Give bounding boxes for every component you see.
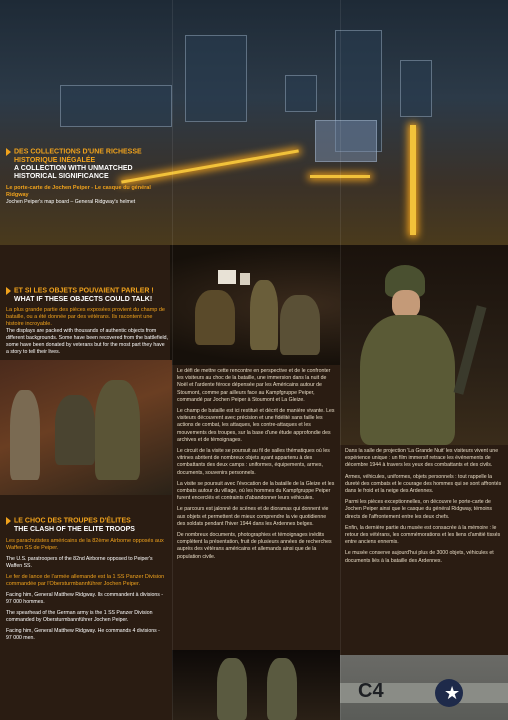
display-case [315,120,377,162]
aircraft-photo [340,655,508,720]
bullet-icon [6,287,11,295]
fold-line [340,0,341,720]
paragraph: Dans la salle de projection 'La Grande Nuit' les visiteurs vivent une expérience unique : un film immersif retrace les événements de décembre 1944 à travers les yeux des combattants et des civils. [345,448,499,469]
soldier-figure [217,658,247,720]
bullet-icon [6,148,11,156]
paragraph: De nombreux documents, photographies et témoignages inédits complètent la présentation, fruit de plusieurs années de recherches auprès des vétérans américains et allemands ainsi que de la population civile. [177,532,332,560]
heading-en: HISTORICAL SIGNIFICANCE [14,172,109,180]
section-elite-troops [6,517,166,646]
paragraph: Parmi les pièces exceptionnelles, on découvre le porte-carte de Jochen Peiper ainsi que le casque du général Ridgway, témoins directs de l'affrontement entre les deux chefs. [345,499,492,520]
right-column-text [345,448,503,569]
heading-en: WHAT IF THESE OBJECTS COULD TALK! [14,295,153,303]
fold-line [172,0,173,720]
body-fr: La plus grande partie des pièces exposées provient du champ de bataille, ou a été donnée par des vétérans. Ils racontent une histoire incroyable. [6,306,165,327]
heading-fr: LE CHOC DES TROUPES D'ÉLITES [14,517,131,525]
heading-fr: ET SI LES OBJETS POUVAIENT PARLER ! [14,287,154,295]
equipment-item [195,290,235,345]
display-case [185,35,247,122]
soldier-figure [360,315,455,445]
paragraph: Enfin, la dernière partie du musée est consacrée à la mémoire : le retour des vétérans, les commémorations et les liens d'amitié tissés entre anciens ennemis. [345,524,501,546]
mortar-figure [454,305,487,395]
paragraph: Le parcours est jalonné de scènes et de dioramas qui donnent vie aux objets et permettent de mieux comprendre la vie quotidienne des soldats pendant l'hiver 1944 dans les Ardennes belges. [177,506,329,527]
para-en: The spearhead of the German army is the 1 SS Panzer Division commanded by Obersturmbannführer Jochen Peiper. [6,609,153,623]
two-soldiers-photo [172,650,340,720]
display-case [285,75,317,112]
document-item [240,273,250,285]
display-case [60,85,172,127]
soldier-mannequin-photo [340,245,508,445]
caption-fr: Le porte-carte de Jochen Peiper - Le casque du général Ridgway [6,184,151,198]
jacket-item [280,295,320,355]
heading-fr: DES COLLECTIONS D'UNE RICHESSE [14,148,142,156]
middle-column-text [177,368,335,565]
body-en: The displays are packed with thousands of authentic objects from different backgrounds. Some have been recovered from the battlefield, some have been donated by veterans but for the most part they have a story to tell their lives. [6,327,168,355]
caption-en: Jochen Peiper's map board – General Ridgway's helmet [6,198,136,205]
bullet-icon [6,517,11,525]
para-en: Facing him, General Matthew Ridgway. Ils commandent à divisions - 97 000 hommes. [6,591,164,605]
soldier-figure [267,658,297,720]
paragraph: Le circuit de la visite se poursuit au fil de salles thématiques où les vitrines abritent de nombreux objets ayant appartenu à des combattants des deux camps : uniformes, équipements, armes, documents, souvenirs personnels. [177,448,330,476]
face-figure [392,290,420,318]
heading-en: THE CLASH OF THE ELITE TROOPS [14,525,135,533]
section-objects [6,287,168,356]
heading-en: A COLLECTION WITH UNMATCHED [14,164,133,172]
soldier-figure [10,390,40,480]
plane-marking: C4 [358,680,384,702]
soldier-figure [55,395,95,465]
paragraph: Le défi de mettre cette rencontre en perspective et de le confronter les visiteurs au choc de la bataille, une immersion dans la nuit de Noël et l'ardente féroce dépensée par les Américains autour de Stoumont, comme par ailleurs face au Kampfgruppe Peiper, commandé par Jochen Peiper à Stoumont et La Gleize. [177,368,331,403]
uniform-item [250,280,278,350]
museum-hall-photo [0,0,508,245]
floor-light [410,125,416,235]
soldier-figure [95,380,140,480]
paragraph: Le musée conserve aujourd'hui plus de 3000 objets, véhicules et documents liés à la bataille des Ardennes. [345,550,494,564]
section-collections [6,148,156,206]
para-fr: Le fer de lance de l'armée allemande est la 1 SS Panzer Division commandée par l'Obersturmbannführer Jochen Peiper. [6,573,165,587]
para-fr: Les parachutistes américains de la 82ème Airborne opposés aux Waffen SS de Peiper. [6,537,164,551]
battle-diorama-photo [0,360,172,495]
para-en: Facing him, General Matthew Ridgway. He commands 4 divisions - 97 000 men. [6,627,160,641]
display-case [400,60,432,117]
document-item [218,270,236,284]
paragraph: Le champ de bataille est ici restitué et décrit de manière vivante. Les visiteurs découvrent avec précision et une fidélité sans faille les actions de combat, les attaques, les contre-attaques et les mouvements des troupes, sur la base d'une étude approfondie des archives et de témoignages. [177,408,335,443]
heading-fr: HISTORIQUE INÉGALÉE [14,156,96,164]
para-en: The U.S. paratroopers of the 82nd Airborne opposed to Peiper's Waffen SS. [6,555,153,569]
star-icon: ★ [444,683,461,703]
paragraph: La visite se poursuit avec l'évocation de la bataille de la Gleize et les combats autour du village, où les hommes du Kampfgruppe Peiper furent encerclés et contraints d'abandonner leurs véhicules. [177,480,335,502]
paragraph: Armes, véhicules, uniformes, objets personnels : tout rappelle la dureté des combats et le courage des hommes qui se sont affrontés dans le froid et la neige des Ardennes. [345,473,502,495]
